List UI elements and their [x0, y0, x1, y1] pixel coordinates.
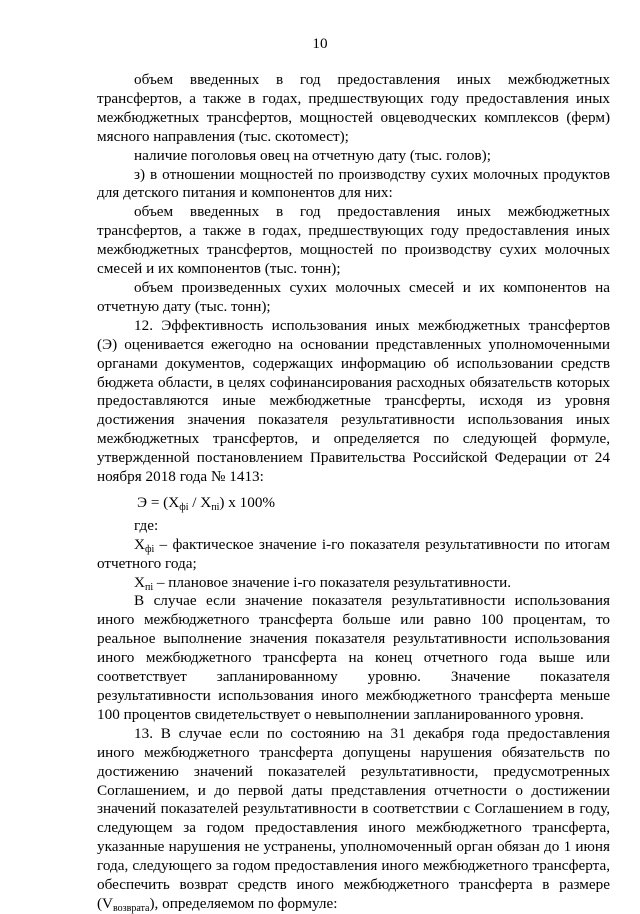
para13-sub: возврата [113, 902, 150, 914]
formula-lhs: Э = (Х [137, 493, 180, 511]
document-body [97, 71, 610, 914]
def-fact-sub: фi [144, 543, 155, 555]
definition-plan [97, 574, 610, 593]
para13-tail: ), определяемом по формуле: [149, 894, 338, 912]
def-fact-symbol: Х [134, 535, 145, 553]
paragraph-sheep-count: наличие поголовья овец на отчетную дату (тыс. голов); [134, 146, 491, 164]
def-plan-text: – плановое значение i-го показателя результативности. [153, 573, 512, 591]
paragraph-case: В случае если значение показателя результативности использования иного межбюджетного трансферта больше или равно 100 процентам, то реальное выполнение значения показателя результативности использования иного межбюджетного трансферта на конец отчетного года выше или соответствует запланированному уровню. Значение показателя результативности использования иного межбюджетного трансферта меньше 100 процентов свидетельствует о невыполнении запланированного уровня. [97, 592, 610, 723]
paragraph-12: 12. Эффективность использования иных межбюджетных трансфертов (Э) оценивается ежегодно на основании представленных уполномоченными органами документов, содержащих информацию об использовании средств бюджета области, в целях софинансирования расходных обязательств которых предоставляются иные межбюджетные трансферты, исходя из уровня достижения значения показателя результативности использования иных межбюджетных трансфертов, и определяется по следующей формуле, утвержденной постановлением Правительства Российской Федерации от 24 ноября 2018 года № 1413: [97, 316, 610, 486]
formula-rhs: ) х 100% [219, 493, 276, 511]
paragraph-dairy-heading: з) в отношении мощностей по производству сухих молочных продуктов для детского питания и компонентов для них: [97, 165, 610, 202]
page-number: 10 [312, 35, 328, 52]
paragraph-dairy-capacity: объем введенных в год предоставления иных межбюджетных трансфертов, а также в годах, предшествующих году предоставления иных межбюджетных трансфертов, мощностей по производству сухих молочных смесей и их компонентов (тыс. тонн); [97, 203, 610, 278]
para13-text: 13. В случае если по состоянию на 31 декабря года предоставления иного межбюджетного трансферта допущены нарушения обязательств по достижению значений показателей результативности, предусмотренных Соглашением, и до первой даты представления отчетности о достижении значений показателей результативности в соответствии с Соглашением в году, следующем за годом предоставления иного межбюджетного трансферта, указанные нарушения не устранены, уполномоченный орган обязан до 1 июня года, следующего за годом предоставления иного межбюджетного трансферта, обеспечить возврат средств иного межбюджетного трансферта в размере (V [97, 724, 610, 912]
paragraph-13 [97, 725, 610, 914]
formula-mid: / Х [188, 493, 212, 511]
def-fact-text: – фактическое значение i-го показателя результативности по итогам отчетного года; [97, 535, 610, 572]
formula-sub-fact: фi [179, 501, 189, 513]
paragraph-sheep-farms: объем введенных в год предоставления иных межбюджетных трансфертов, а также в годах, предшествующих году предоставления иных межбюджетных трансфертов, мощностей овцеводческих комплексов (ферм) мясного направления (тыс. скотомест); [97, 71, 610, 145]
efficiency-formula [97, 494, 610, 513]
def-plan-symbol: Х [134, 573, 145, 591]
paragraph-dairy-output: объем произведенных сухих молочных смесей и их компонентов на отчетную дату (тыс. тонн); [97, 278, 610, 315]
where-label: где: [134, 516, 159, 534]
formula-sub-plan: пi [211, 501, 220, 513]
def-plan-sub: пi [144, 581, 154, 593]
definition-fact [97, 536, 610, 574]
